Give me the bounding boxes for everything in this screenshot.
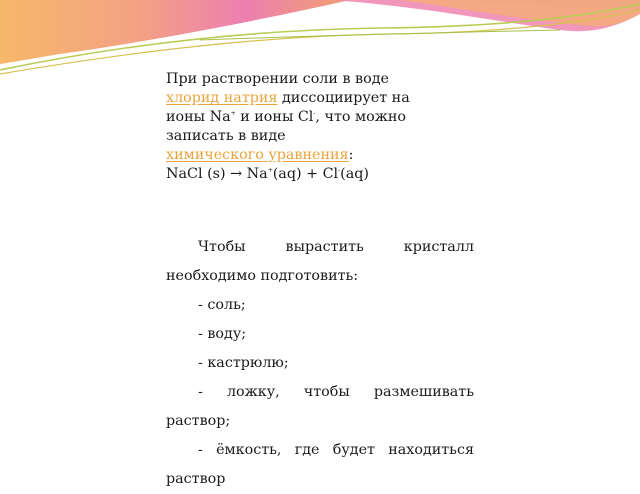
decorative-banner (0, 0, 640, 80)
instructions-intro: Чтобы вырастить кристалл необходимо подготовить: (166, 239, 474, 284)
list-item: - соль; (198, 297, 246, 313)
intro-line-3: ионы Na+ и ионы Cl-, что можно (166, 109, 407, 125)
intro-line-4: записать в виде (166, 128, 286, 144)
list-item: - ёмкость, где будет находиться раствор (166, 442, 474, 487)
chemical-equation: NaCl (s) → Na+(aq) + Cl-(aq) (166, 166, 370, 182)
chemical-equation-link[interactable]: химического уравнения (166, 147, 349, 163)
intro-line-5: химического уравнения: (166, 147, 354, 163)
dissociation-text (166, 70, 466, 184)
list-item: - ложку, чтобы размешивать раствор; (166, 384, 474, 429)
intro-line-2: хлорид натрия диссоциирует на (166, 90, 410, 106)
list-item: - воду; (198, 326, 247, 342)
crystal-instructions (166, 233, 474, 494)
list-item: - кастрюлю; (198, 355, 289, 371)
intro-line-1: При растворении соли в воде (166, 71, 389, 87)
sodium-chloride-link[interactable]: хлорид натрия (166, 90, 278, 106)
